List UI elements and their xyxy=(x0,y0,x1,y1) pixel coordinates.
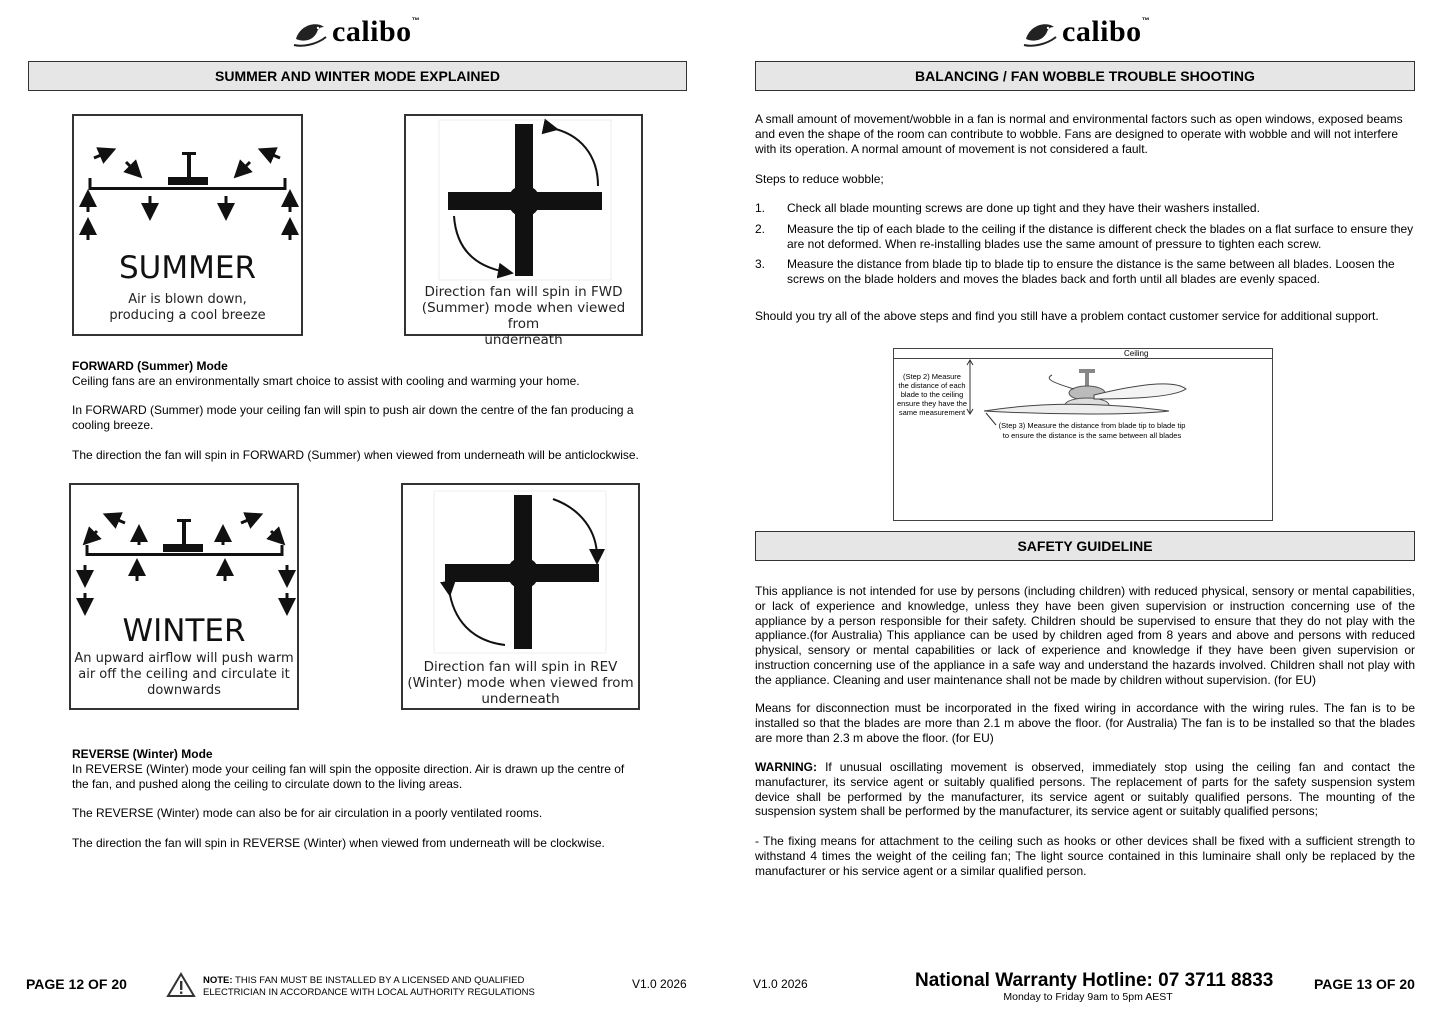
forward-p3: The direction the fan will spin in FORWARD (Summer) when viewed from underneath will be anticlockwise. xyxy=(72,447,639,462)
reverse-mode-section xyxy=(72,747,644,851)
warning-triangle-icon xyxy=(166,972,196,998)
section-header-balancing: BALANCING / FAN WOBBLE TROUBLE SHOOTING xyxy=(755,61,1415,91)
page-number-left: PAGE 12 OF 20 xyxy=(26,976,127,992)
step2-line: (Step 2) Measure xyxy=(903,372,961,381)
winter-title: WINTER xyxy=(122,613,246,649)
forward-heading: FORWARD (Summer) Mode xyxy=(72,359,228,373)
rev-direction-figure xyxy=(401,483,640,710)
step-number: 2. xyxy=(755,221,766,236)
ceiling-label: Ceiling xyxy=(1124,349,1149,358)
fwd-direction-figure xyxy=(404,114,643,348)
wobble-step xyxy=(755,257,1415,287)
winter-airflow-diagram xyxy=(71,485,297,625)
step3-line: to ensure the distance is the same between all blades xyxy=(1002,430,1182,440)
brand-name: calibo xyxy=(332,15,412,48)
rev-caption-line-1: Direction fan will spin in REV xyxy=(423,659,618,675)
warranty-hotline: National Warranty Hotline: 07 3711 8833 xyxy=(915,970,1274,991)
step-text: Measure the tip of each blade to the ceiling if the distance is different check the blades on a flat surface to ensure they are not deformed. When re-installing blades use the same amount of pressure to tighten each screw. xyxy=(787,221,1414,251)
rev-fan-diagram xyxy=(403,485,638,657)
note-line-2: ELECTRICIAN IN ACCORDANCE WITH LOCAL AUTHORITY REGULATIONS xyxy=(203,986,535,998)
warning-label: WARNING: xyxy=(755,760,817,774)
winter-caption-line-1: An upward airflow will push warm xyxy=(74,651,294,666)
trademark: ™ xyxy=(411,15,420,25)
safety-p2: Means for disconnection must be incorporated in the fixed wiring in accordance with the wiring rules. The fan is to be installed so that the blades are more than 2.1 m above the floor. (for Australia) The fan is to be installed so that the blades are more than 2.3 m above the floor. (for EU) xyxy=(755,701,1415,745)
bird-logo-icon xyxy=(1022,17,1058,47)
step-number: 3. xyxy=(755,257,766,272)
step2-line: ensure they have the xyxy=(896,399,968,408)
installation-note xyxy=(203,975,535,998)
reverse-p2: The REVERSE (Winter) mode can also be for air circulation in a poorly ventilated rooms. xyxy=(72,806,543,821)
page-number-right: PAGE 13 OF 20 xyxy=(1314,976,1415,992)
hotline-hours: Monday to Friday 9am to 5pm AEST xyxy=(1003,991,1173,1003)
wobble-step xyxy=(755,201,1415,216)
section-header-summer-winter: SUMMER AND WINTER MODE EXPLAINED xyxy=(28,61,687,91)
safety-fixing: - The fixing means for attachment to the ceiling such as hooks or other devices shall be fixed with a sufficient strength to withstand 4 times the weight of the ceiling fan; The light source contained in this luminaire shall only be replaced by the manufacturer or his service agent or a similar qualified person. xyxy=(755,834,1415,878)
note-label: NOTE: xyxy=(203,975,233,986)
rev-caption-line-3: underneath xyxy=(481,691,560,707)
step-text: Check all blade mounting screws are done up tight and they have their washers installed. xyxy=(787,201,1260,215)
winter-figure xyxy=(69,483,299,710)
winter-caption-line-2: air off the ceiling and circulate it xyxy=(78,667,290,682)
step2-line: the distance of each xyxy=(898,381,966,390)
brand-name-right: calibo xyxy=(1062,15,1142,48)
steps-title: Steps to reduce wobble; xyxy=(755,172,884,186)
step2-line: blade to the ceiling xyxy=(900,390,964,399)
step-number: 1. xyxy=(755,201,766,215)
reverse-p1: In REVERSE (Winter) mode your ceiling fan will spin the opposite direction. Air is drawn up the centre of the fan, and pushed along the ceiling to circulate down to the living areas. xyxy=(72,761,625,791)
step2-line: same measurement xyxy=(898,408,966,417)
version-left: V1.0 2026 xyxy=(632,977,687,991)
rev-caption-line-2: (Winter) mode when viewed from xyxy=(407,675,634,691)
wobble-step xyxy=(755,222,1415,252)
wobble-intro: A small amount of movement/wobble in a fan is normal and environmental factors such as open windows, exposed beams and even the shape of the room can contribute to wobble. Fans are designed to operate with wobble and will not interfere with its operation. A normal amount of movement is not considered a fault. xyxy=(755,112,1403,156)
trademark-right: ™ xyxy=(1141,15,1150,25)
support-note: Should you try all of the above steps and find you still have a problem contact customer service for additional support. xyxy=(755,309,1379,323)
winter-caption xyxy=(71,651,297,699)
rev-caption xyxy=(403,659,638,707)
safety-p1: This appliance is not intended for use by persons (including children) with reduced physical, sensory or mental capabilities, or lack of experience and knowledge, unless they have been given supervision or instruction concerning use of the appliance by a person responsible for their safety. Children should be supervised to ensure that they do not play with the appliance.(for Australia) This appliance can be used by children aged from 8 years and above and persons with reduced physical, sensory or mental capabilities or lack of experience and knowledge if they have been given supervision or instruction concerning use of the appliance in a safe way and understand the hazards involved. Children shall not play with the appliance. Cleaning and user maintenance shall not be made by children without supervision. (for EU) xyxy=(755,584,1415,687)
forward-mode-section xyxy=(72,359,644,463)
fwd-caption-line-3: underneath xyxy=(484,332,563,348)
step3-label xyxy=(992,421,1192,440)
summer-figure xyxy=(72,114,303,336)
wobble-steps-list xyxy=(755,201,1415,293)
reverse-heading: REVERSE (Winter) Mode xyxy=(72,747,213,761)
section-header-safety: SAFETY GUIDELINE xyxy=(755,531,1415,561)
step-text: Measure the distance from blade tip to blade tip to ensure the distance is the same between all blades. Loosen the screws on the blade holders and moves the blades back and forth until all blades are evenly spaced. xyxy=(787,257,1395,287)
version-right: V1.0 2026 xyxy=(753,977,808,991)
fwd-caption xyxy=(406,284,641,348)
winter-caption-line-3: downwards xyxy=(147,683,221,698)
summer-airflow-diagram xyxy=(74,116,301,256)
reverse-p3: The direction the fan will spin in REVERSE (Winter) when viewed from underneath will be clockwise. xyxy=(72,835,605,850)
fwd-caption-line-1: Direction fan will spin in FWD xyxy=(424,284,623,300)
summer-caption-line-1: Air is blown down, xyxy=(128,292,247,307)
summer-caption-line-2: producing a cool breeze xyxy=(109,308,266,323)
note-line-1: THIS FAN MUST BE INSTALLED BY A LICENSED AND QUALIFIED xyxy=(232,975,525,986)
summer-caption xyxy=(74,292,301,324)
brand-logo xyxy=(292,14,420,50)
warning-text: If unusual oscillating movement is observed, immediately stop using the ceiling fan and contact the manufacturer, its service agent or suitably qualified persons. The replacement of parts for the safety suspension system device shall be performed by the manufacturer, its service agent or suitably qualified persons. The mounting of the suspension system shall be performed by the manufacturer, its service agent or suitably qualified persons; xyxy=(755,760,1415,819)
step3-line: (Step 3) Measure the distance from blade tip to blade tip xyxy=(998,421,1186,430)
bird-logo-icon xyxy=(292,17,328,47)
brand-logo-right xyxy=(1022,14,1150,50)
forward-p1: Ceiling fans are an environmentally smart choice to assist with cooling and warming your home. xyxy=(72,373,580,388)
balancing-diagram xyxy=(893,348,1273,521)
forward-p2: In FORWARD (Summer) mode your ceiling fan will spin to push air down the centre of the fan producing a cooling breeze. xyxy=(72,403,634,433)
fwd-caption-line-2: (Summer) mode when viewed from xyxy=(421,300,626,332)
summer-title: SUMMER xyxy=(119,250,256,286)
fwd-fan-diagram xyxy=(406,116,641,286)
safety-warning xyxy=(755,760,1415,819)
